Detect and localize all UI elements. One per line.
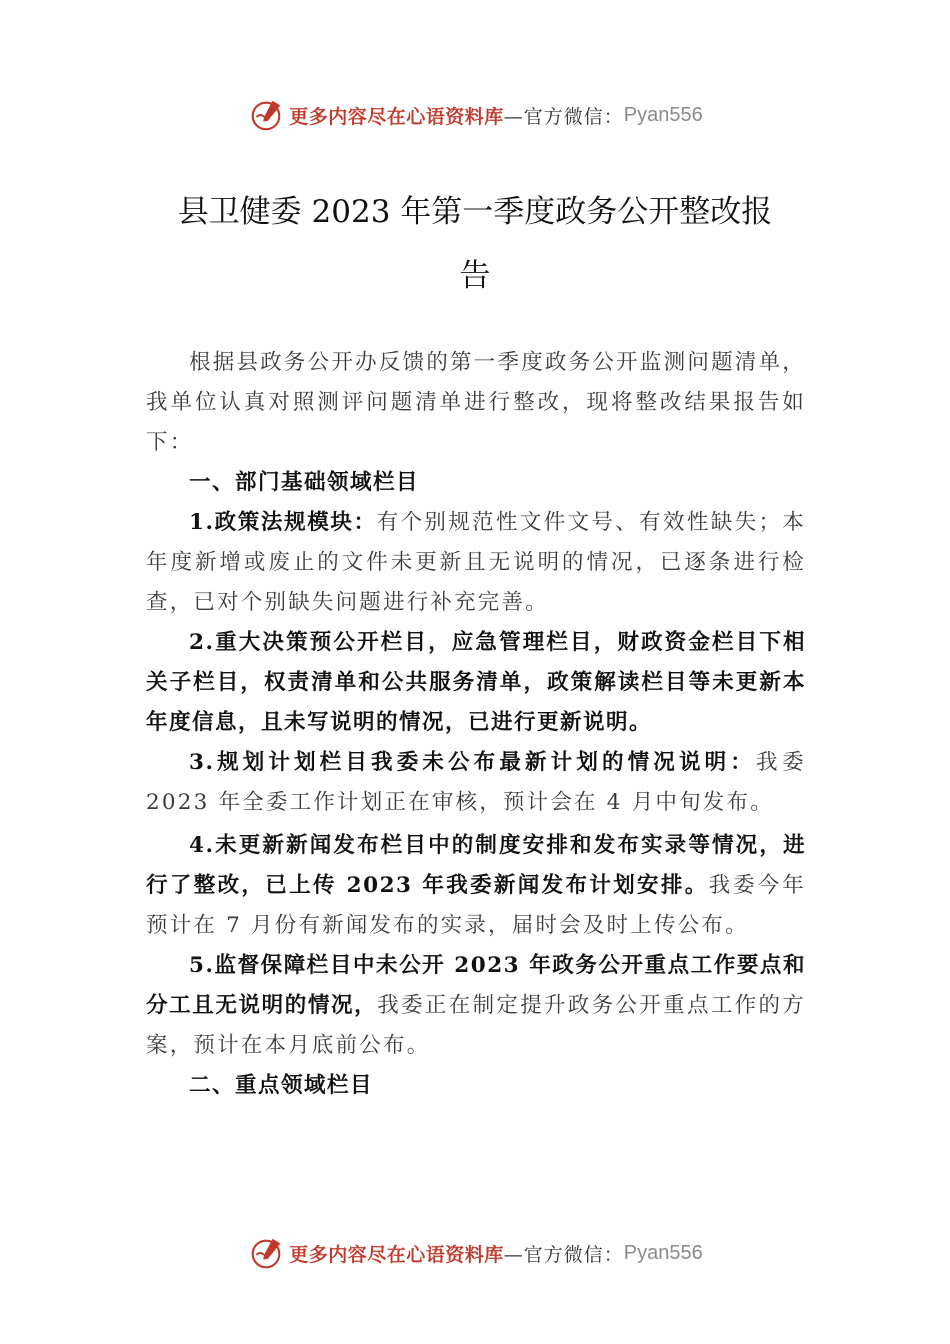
banner-brand-text: 更多内容尽在心语资料库 bbox=[289, 105, 504, 128]
banner-wechat-label: —官方微信： bbox=[503, 105, 624, 128]
section-2-heading: 二、重点领域栏目 bbox=[189, 1073, 374, 1098]
banner-wechat-id: Pyan556 bbox=[623, 103, 703, 126]
item-3 bbox=[146, 743, 806, 823]
banner-wechat-id: Pyan556 bbox=[623, 1241, 703, 1264]
item-5 bbox=[146, 946, 806, 1066]
pen-nib-logo-icon bbox=[247, 1234, 285, 1272]
pen-nib-logo-icon bbox=[247, 96, 285, 134]
item-5-bold: 5.监督保障栏目中未公开 2023 年政务公开重点工作要点和分工且无说明的情况， bbox=[146, 953, 806, 1018]
item-4-bold: 4.未更新新闻发布栏目中的制度安排和发布实录等情况，进行了整改，已上传 2023 年我委新闻发布计划安排。 bbox=[146, 833, 806, 898]
header-watermark-banner bbox=[0, 95, 950, 135]
item-5-text: 我委正在制定提升政务公开重点工作的方案，预计在本月底前公布。 bbox=[146, 993, 806, 1058]
title-line-1: 县卫健委 2023 年第一季度政务公开整改报 bbox=[177, 194, 773, 230]
item-1-text: 有个别规范性文件文号、有效性缺失；本年度新增或废止的文件未更新且无说明的情况，已逐条进行检查，已对个别缺失问题进行补充完善。 bbox=[146, 510, 806, 615]
banner-brand-text: 更多内容尽在心语资料库 bbox=[289, 1243, 504, 1266]
footer-watermark-banner bbox=[0, 1233, 950, 1273]
item-3-bold: 3.规划计划栏目我委未公布最新计划的情况说明： bbox=[189, 750, 756, 775]
banner-wechat-label: —官方微信： bbox=[503, 1243, 624, 1266]
intro-paragraph: 根据县政务公开办反馈的第一季度政务公开监测问题清单，我单位认真对照测评问题清单进行整改，现将整改结果报告如下： bbox=[146, 350, 806, 455]
document-body bbox=[146, 343, 806, 1106]
section-1-heading: 一、部门基础领域栏目 bbox=[189, 470, 420, 495]
document-title bbox=[140, 180, 810, 308]
item-1 bbox=[146, 503, 806, 623]
item-1-bold: 1.政策法规模块： bbox=[189, 510, 377, 535]
item-3-text: 我委 2023 年全委工作计划正在审核，预计会在 4 月中旬发布。 bbox=[146, 750, 806, 815]
item-2-bold: 2.重大决策预公开栏目，应急管理栏目，财政资金栏目下相关子栏目，权责清单和公共服务清单，政策解读栏目等未更新本年度信息，且未写说明的情况，已进行更新说明。 bbox=[146, 630, 806, 735]
item-4-text: 我委今年预计在 7 月份有新闻发布的实录，届时会及时上传公布。 bbox=[146, 873, 806, 938]
item-2 bbox=[146, 623, 806, 743]
title-line-2: 告 bbox=[459, 258, 491, 294]
item-4 bbox=[146, 826, 806, 946]
